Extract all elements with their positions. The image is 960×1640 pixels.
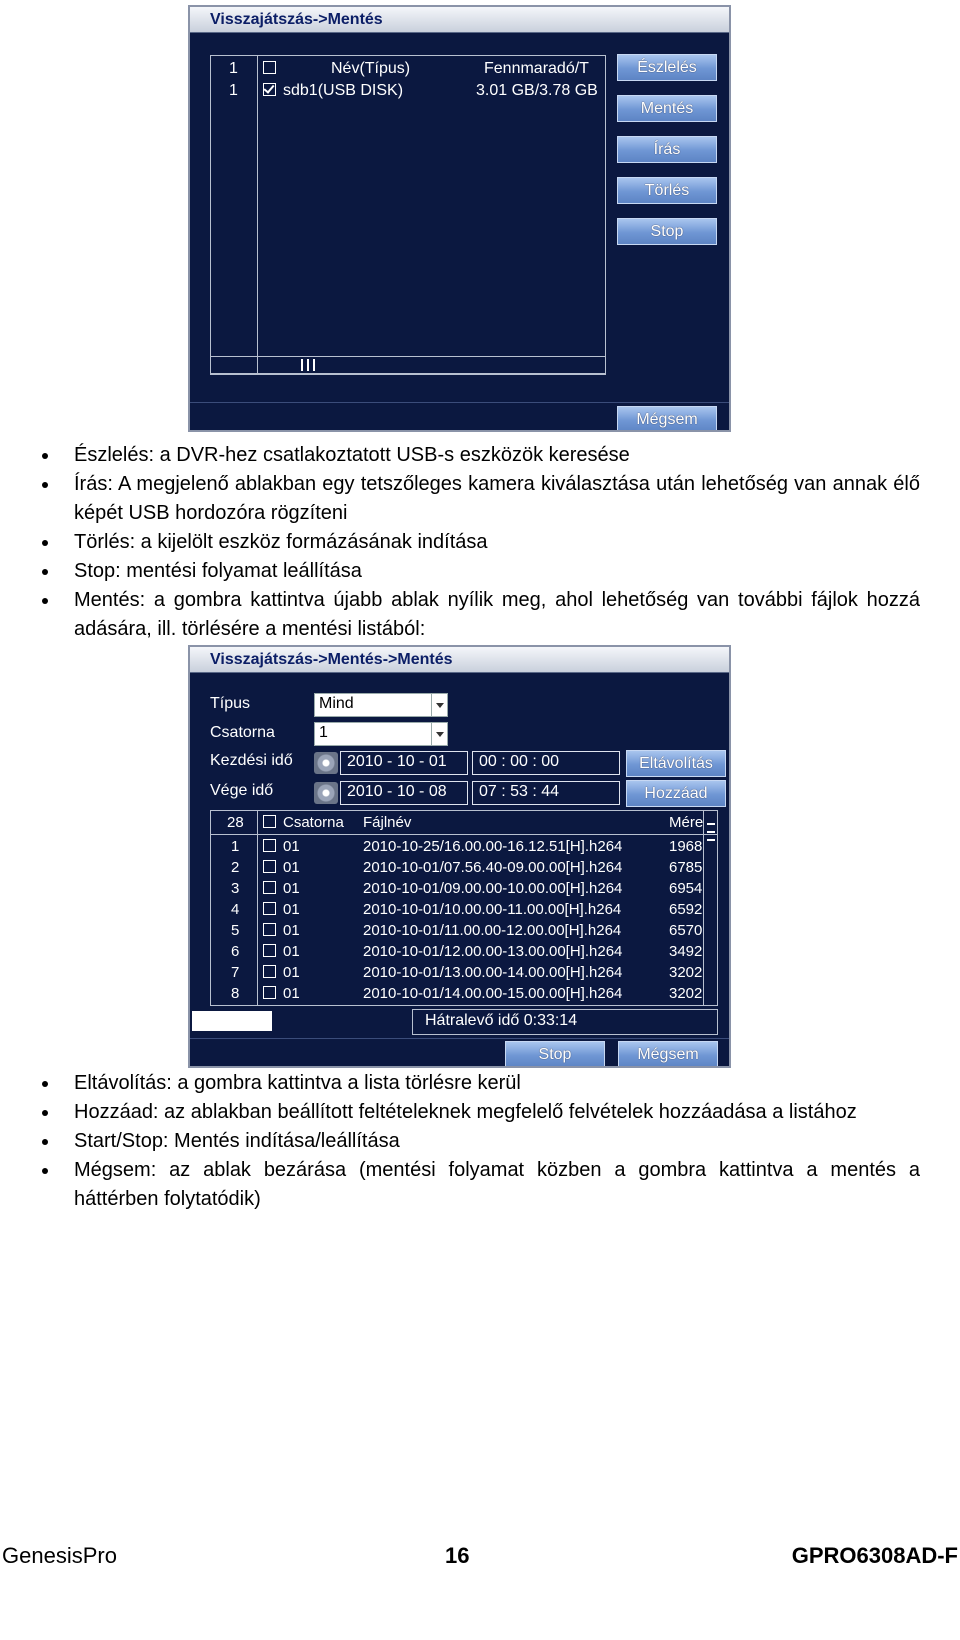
row-file: 2010-10-01/13.00.00-14.00.00[H].h264 [363, 964, 623, 981]
list-item: Hozzáad: az ablakban beállított feltételeknek megfelelő felvételek hozzáadása a listához [40, 1098, 920, 1127]
row-size: 6785 [669, 859, 703, 876]
header-name: Név(Típus) [331, 60, 411, 77]
row-num: 1 [231, 838, 240, 855]
select-all-checkbox[interactable] [263, 60, 276, 78]
row-num: 7 [231, 964, 240, 981]
type-select[interactable] [314, 693, 448, 717]
device-list [210, 55, 606, 375]
list-item: Mentés: a gombra kattintva újabb ablak nyílik meg, ahol lehetőség van további fájlok hozzá adására, ill. törlésére a mentési listából: [40, 586, 920, 644]
row-file: 2010-10-01/14.00.00-15.00.00[H].h264 [363, 985, 623, 1002]
row-size: 6954 [669, 880, 703, 897]
list-item: Észlelés: a DVR-hez csatlakoztatott USB-s eszközök keresése [40, 441, 920, 470]
device-row-name: sdb1(USB DISK) [283, 82, 404, 99]
row-channel: 01 [283, 964, 300, 981]
table-row[interactable] [211, 983, 703, 1004]
delete-button[interactable]: Törlés [617, 177, 717, 204]
remove-button[interactable]: Eltávolítás [626, 750, 726, 777]
row-file: 2010-10-01/11.00.00-12.00.00[H].h264 [363, 922, 622, 939]
row-num: 8 [231, 985, 240, 1002]
remaining-time: Hátralevő idő 0:33:14 [412, 1009, 718, 1035]
row-file: 2010-10-01/07.56.40-09.00.00[H].h264 [363, 859, 623, 876]
add-button[interactable]: Hozzáad [626, 780, 726, 807]
device-list-header [211, 58, 605, 80]
row-size: 1968 [669, 838, 703, 855]
row-file: 2010-10-25/16.00.00-16.12.51[H].h264 [363, 838, 623, 855]
header-size: Mére [669, 814, 704, 831]
header-file: Fájlnév [363, 814, 412, 831]
backup-list-title-bar [190, 647, 729, 673]
row-checkbox[interactable] [263, 943, 276, 960]
clock-icon[interactable] [314, 782, 338, 804]
list-item: Stop: mentési folyamat leállítása [40, 557, 920, 586]
vertical-scrollbar[interactable] [703, 811, 717, 1005]
row-channel: 01 [283, 943, 300, 960]
list-item: Törlés: a kijelölt eszköz formázásának indítása [40, 528, 920, 557]
write-button[interactable]: Írás [617, 136, 717, 163]
row-size: 6570 [669, 922, 703, 939]
start-date-field[interactable]: 2010 - 10 - 01 [340, 751, 468, 775]
footer-brand: GenesisPro [2, 1543, 117, 1568]
backup-list-screen [188, 645, 731, 1068]
table-row[interactable] [211, 836, 703, 857]
detect-button[interactable]: Észlelés [617, 54, 717, 81]
row-size: 3202 [669, 964, 703, 981]
bullet-list-2 [40, 1069, 920, 1214]
save-button[interactable]: Mentés [617, 95, 717, 122]
start-time-field[interactable]: 00 : 00 : 00 [472, 751, 620, 775]
row-channel: 01 [283, 922, 300, 939]
row-file: 2010-10-01/12.00.00-13.00.00[H].h264 [363, 943, 623, 960]
header-channel: Csatorna [283, 814, 344, 831]
row-num: 5 [231, 922, 240, 939]
header-count: 28 [227, 814, 244, 831]
select-all-checkbox[interactable] [263, 814, 276, 831]
header-remaining: Fennmaradó/T [484, 60, 589, 77]
row-file: 2010-10-01/10.00.00-11.00.00[H].h264 [363, 901, 622, 918]
row-num: 4 [231, 901, 240, 918]
page-number: 16 [445, 1543, 470, 1568]
row-channel: 01 [283, 859, 300, 876]
end-time-label: Vége idő [210, 782, 274, 799]
device-row-space: 3.01 GB/3.78 GB [476, 82, 598, 99]
file-list-header [211, 811, 717, 835]
start-time-label: Kezdési idő [210, 752, 293, 769]
file-list [210, 810, 718, 1006]
cancel-button[interactable]: Mégsem [617, 406, 717, 432]
row-checkbox[interactable] [263, 985, 276, 1002]
page-footer [0, 1543, 960, 1583]
end-date-field[interactable]: 2010 - 10 - 08 [340, 781, 468, 805]
end-time-field[interactable]: 07 : 53 : 44 [472, 781, 620, 805]
row-num: 3 [231, 880, 240, 897]
row-size: 3202 [669, 985, 703, 1002]
row-channel: 01 [283, 985, 300, 1002]
row-channel: 01 [283, 880, 300, 897]
row-size: 3492 [669, 943, 703, 960]
table-row[interactable] [211, 878, 703, 899]
clock-icon[interactable] [314, 752, 338, 774]
device-row-num: 1 [229, 82, 238, 99]
row-size: 6592 [669, 901, 703, 918]
row-checkbox[interactable] [263, 880, 276, 897]
backup-title-bar [190, 7, 729, 33]
backup-list-title: Visszajátszás->Mentés->Mentés [210, 651, 453, 668]
row-channel: 01 [283, 901, 300, 918]
channel-label: Csatorna [210, 724, 275, 741]
list-item: Írás: A megjelenő ablakban egy tetszőleges kamera kiválasztása után lehetőség van annak élő képét USB hordozóra rögzíteni [40, 470, 920, 528]
device-row-checkbox[interactable] [263, 82, 276, 100]
row-checkbox[interactable] [263, 838, 276, 855]
footer-model: GPRO6308AD-F [791, 1543, 958, 1568]
row-checkbox[interactable] [263, 859, 276, 876]
device-row[interactable] [211, 80, 605, 102]
row-checkbox[interactable] [263, 901, 276, 918]
list-item: Start/Stop: Mentés indítása/leállítása [40, 1127, 920, 1156]
horizontal-scrollbar[interactable] [211, 356, 605, 374]
list-item: Eltávolítás: a gombra kattintva a lista törlésre kerül [40, 1069, 920, 1098]
type-value: Mind [319, 695, 354, 712]
list-item: Mégsem: az ablak bezárása (mentési folyamat közben a gombra kattintva a mentés a háttérben folytatódik) [40, 1156, 920, 1214]
type-label: Típus [210, 695, 251, 712]
channel-value: 1 [319, 724, 328, 741]
cancel-button[interactable]: Mégsem [618, 1041, 718, 1068]
row-num: 6 [231, 943, 240, 960]
row-checkbox[interactable] [263, 964, 276, 981]
chevron-down-icon [431, 723, 447, 745]
backup-screen [188, 5, 731, 432]
row-num: 2 [231, 859, 240, 876]
table-row[interactable] [211, 920, 703, 941]
header-count: 1 [229, 60, 238, 77]
chevron-down-icon [431, 694, 447, 716]
stop-button[interactable]: Stop [617, 218, 717, 245]
backup-title: Visszajátszás->Mentés [210, 11, 383, 28]
stop-button[interactable]: Stop [505, 1041, 605, 1068]
table-row[interactable] [211, 857, 703, 878]
progress-bar [192, 1011, 272, 1031]
row-channel: 01 [283, 838, 300, 855]
row-checkbox[interactable] [263, 922, 276, 939]
table-row[interactable] [211, 962, 703, 983]
table-row[interactable] [211, 899, 703, 920]
channel-select[interactable] [314, 722, 448, 746]
bullet-list-1 [40, 441, 920, 644]
row-file: 2010-10-01/09.00.00-10.00.00[H].h264 [363, 880, 623, 897]
table-row[interactable] [211, 941, 703, 962]
